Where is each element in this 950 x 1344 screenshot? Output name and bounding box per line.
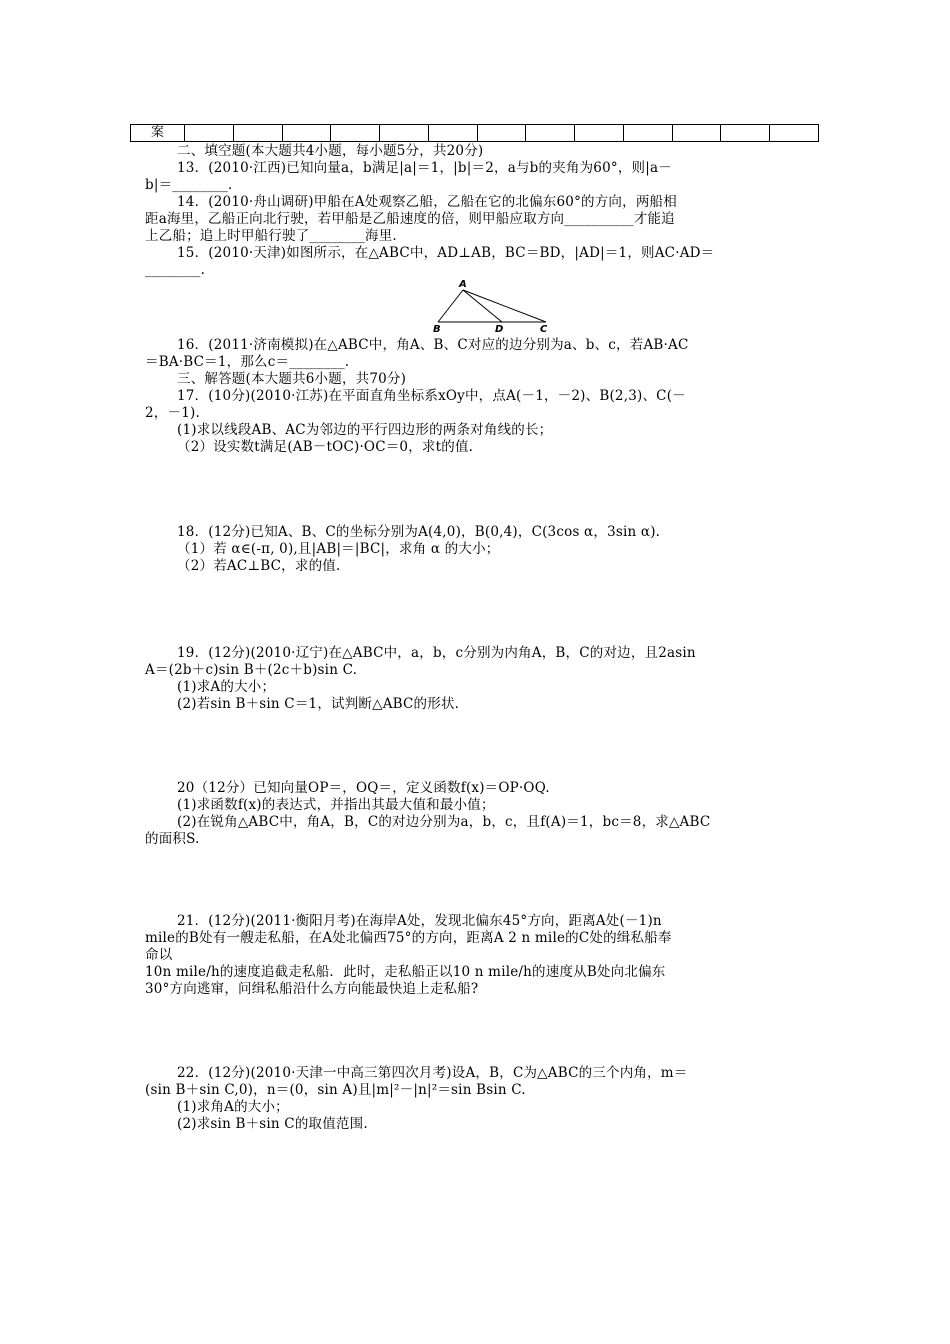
segment-ab: [438, 290, 463, 322]
question-15-line-1: 15．(2010·天津)如图所示，在△ABC中，AD⊥AB，BC＝BD，|AD|＝1，则AC·AD＝: [177, 245, 715, 261]
label-d: D: [495, 324, 504, 334]
label-a: A: [459, 279, 467, 290]
question-17-part-2: （2）设实数t满足(AB－tOC)·OC＝0，求t的值.: [177, 439, 474, 455]
question-21-line-4: 10n mile/h的速度追截走私船．此时，走私船正以10 n mile/h的速度从B处向北偏东: [145, 964, 666, 980]
answer-cell[interactable]: [331, 125, 380, 142]
answer-table: [130, 124, 819, 142]
answer-cell[interactable]: [575, 125, 624, 142]
question-17-part-1: (1)求以线段AB、AC为邻边的平行四边形的两条对角线的长；: [177, 422, 553, 438]
question-20-part-1: (1)求函数f(x)的表达式，并指出其最大值和最小值；: [177, 797, 495, 813]
question-13-line-2: b|＝________.: [145, 177, 233, 193]
answer-cell[interactable]: [477, 125, 526, 142]
triangle-figure: [428, 278, 554, 334]
question-16-line-2: ＝BA·BC＝1，那么c＝________.: [145, 354, 350, 370]
question-14-line-3: 上乙船；追上时甲船行驶了________海里.: [145, 228, 397, 244]
answer-cell[interactable]: [282, 125, 331, 142]
segment-ac: [463, 290, 546, 322]
question-21-line-3: 命以: [145, 947, 173, 963]
question-19-part-1: (1)求A的大小；: [177, 679, 276, 695]
answer-cell[interactable]: [233, 125, 282, 142]
question-20-part-2: (2)在锐角△ABC中，角A，B，C的对边分别为a，b，c，且f(A)＝1，bc＝8，求△ABC: [177, 814, 711, 830]
question-19-line-1: 19．(12分)(2010·辽宁)在△ABC中，a，b，c分别为内角A，B，C的对边，且2asin: [177, 645, 696, 661]
question-18-part-1: （1）若 α∈(-π, 0),且|AB|＝|BC|，求角 α 的大小；: [177, 541, 500, 557]
question-19-line-2: A＝(2b＋c)sin B＋(2c＋b)sin C.: [145, 662, 358, 678]
question-20-line-1: 20（12分）已知向量OP＝，OQ＝，定义函数f(x)＝OP·OQ.: [177, 780, 550, 796]
section-heading-solutions: 三、解答题(本大题共6小题，共70分): [177, 371, 407, 387]
question-14-line-2: 距a海里，乙船正向北行驶，若甲船是乙船速度的倍，则甲船应取方向__________才能追: [145, 211, 675, 227]
question-15-line-2: ________.: [145, 262, 206, 278]
question-22-part-2: (2)求sin B＋sin C的取值范围.: [177, 1116, 368, 1132]
question-16-line-1: 16．(2011·济南模拟)在△ABC中，角A、B、C对应的边分别为a、b、c，若AB·AC: [177, 337, 689, 353]
question-21-line-1: 21．(12分)(2011·衡阳月考)在海岸A处，发现北偏东45°方向，距离A处(－1)n: [177, 913, 662, 929]
question-22-line-1: 22．(12分)(2010·天津一中高三第四次月考)设A，B，C为△ABC的三个内角，m＝: [177, 1065, 688, 1081]
answer-cell[interactable]: [185, 125, 234, 142]
answer-header-cell: 案: [131, 125, 185, 142]
answer-cell[interactable]: [672, 125, 721, 142]
answer-cell[interactable]: [770, 125, 819, 142]
answer-cell[interactable]: [721, 125, 770, 142]
label-c: C: [540, 324, 548, 334]
answer-cell[interactable]: [428, 125, 477, 142]
label-b: B: [433, 324, 441, 334]
question-21-line-2: mile的B处有一艘走私船，在A处北偏西75°的方向，距离A 2 n mile的C处的缉私船奉: [145, 930, 672, 946]
question-14-line-1: 14．(2010·舟山调研)甲船在A处观察乙船，乙船在它的北偏东60°的方向，两船相: [177, 194, 677, 210]
question-20-line-4: 的面积S.: [145, 831, 200, 847]
question-22-line-2: (sin B＋sin C,0)，n＝(0，sin A)且|m|²－|n|²＝sin Bsin C.: [145, 1082, 526, 1098]
answer-cell[interactable]: [380, 125, 429, 142]
question-17-line-1: 17．(10分)(2010·江苏)在平面直角坐标系xOy中，点A(－1，－2)、B(2,3)、C(－: [177, 388, 686, 404]
question-22-part-1: (1)求角A的大小；: [177, 1099, 289, 1115]
section-heading-fill-in: 二、填空题(本大题共4小题，每小题5分，共20分): [177, 143, 484, 159]
question-13-line-1: 13．(2010·江西)已知向量a，b满足|a|＝1，|b|＝2，a与b的夹角为60°，则|a－: [177, 160, 672, 176]
answer-row: [131, 125, 819, 142]
question-17-line-2: 2，－1).: [145, 405, 200, 421]
segment-ad: [463, 290, 502, 322]
question-19-part-2: (2)若sin B＋sin C＝1，试判断△ABC的形状.: [177, 696, 460, 712]
answer-cell[interactable]: [623, 125, 672, 142]
answer-cell[interactable]: [526, 125, 575, 142]
question-21-line-5: 30°方向逃窜，问缉私船沿什么方向能最快追上走私船?: [145, 981, 479, 997]
question-18-part-2: （2）若AC⊥BC，求的值.: [177, 558, 341, 574]
question-18-line-1: 18．(12分)已知A、B、C的坐标分别为A(4,0)，B(0,4)，C(3cos α，3sin α).: [177, 524, 661, 540]
